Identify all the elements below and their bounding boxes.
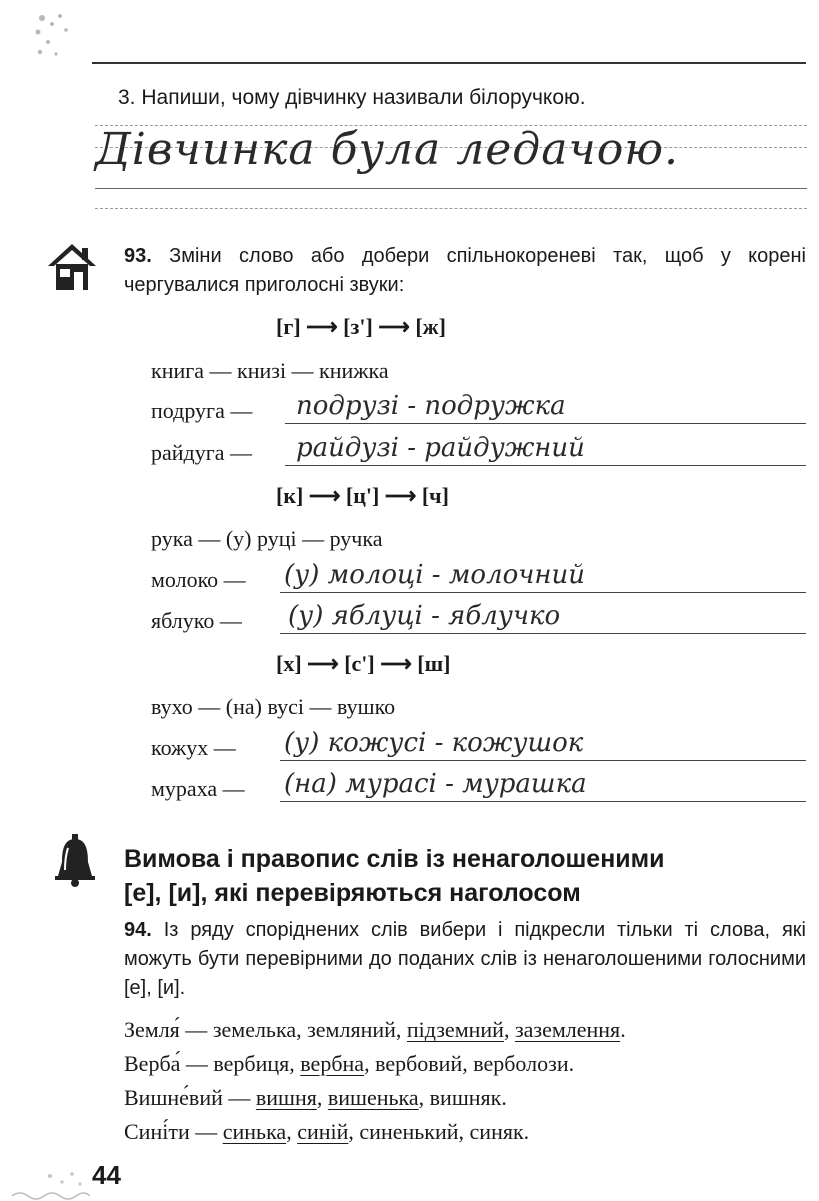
word-row: райдуга — xyxy=(151,440,253,465)
example-row: вухо — (на) вусі — вушко xyxy=(151,694,396,719)
word-row: яблуко — xyxy=(151,608,242,633)
answer-row: (у) кожусі - кожушок xyxy=(284,728,584,758)
underlined-word: вербна xyxy=(300,1051,365,1076)
example-row: рука — (у) руці — ручка xyxy=(151,526,383,551)
answer-row: подрузі - подружка xyxy=(296,391,566,421)
answer-row: (на) мурасі - мурашка xyxy=(284,769,587,799)
bell-icon xyxy=(52,832,98,888)
section-title: Вимова і правопис слів із ненаголошеними [е], [и], які перевіряються наголосом xyxy=(124,845,665,907)
corner-ornament xyxy=(30,8,90,64)
task3-answer: Дівчинка була ледачою. xyxy=(95,124,680,175)
word-row: молоко — xyxy=(151,567,246,592)
example-row: книга — книзі — книжка xyxy=(151,358,389,383)
underlined-word: синька xyxy=(222,1119,287,1144)
home-icon xyxy=(44,242,100,292)
task94-instruction: 94. Із ряду споріднених слів вибери і підкресли тільки ті слова, які можуть бути перевірними до поданих слів із ненаголошеними голосними [е], [и]. xyxy=(124,919,806,999)
word-row: подруга — xyxy=(151,398,253,423)
word-row: кожух — xyxy=(151,735,236,760)
footer-ornament xyxy=(10,1166,90,1200)
chain-k: [к] ⟶ [ц'] ⟶ [ч] xyxy=(276,483,449,508)
underlined-word: синій xyxy=(297,1119,349,1144)
task93-number: 93. xyxy=(124,245,152,267)
answer-row: (у) яблуці - яблучко xyxy=(288,601,561,631)
answer-row: райдузі - райдужний xyxy=(296,433,585,463)
underlined-word: заземлення xyxy=(514,1017,621,1042)
word-row: мураха — xyxy=(151,776,245,801)
underlined-word: вишня xyxy=(255,1085,317,1110)
underlined-word: вишенька xyxy=(327,1085,419,1110)
underlined-word: підземний xyxy=(406,1017,504,1042)
answer-row: (у) молоці - молочний xyxy=(284,560,586,590)
task94-row-3: Вишне́вий — вишня, вишенька, вишняк. xyxy=(124,1085,507,1110)
task94-row-1: Земля́ — земелька, земляний, підземний, заземлення. xyxy=(124,1017,626,1042)
chain-kh: [х] ⟶ [с'] ⟶ [ш] xyxy=(276,651,451,676)
task94-number: 94. xyxy=(124,919,152,941)
task3-question: 3. Напиши, чому дівчинку називали білоручкою. xyxy=(118,86,586,109)
top-rule xyxy=(92,62,806,64)
task93-instruction: 93. Зміни слово або добери спільнокореневі так, щоб у корені чергувалися приголосні звуки: xyxy=(124,245,806,296)
chain-g: [г] ⟶ [з'] ⟶ [ж] xyxy=(276,314,446,339)
task94-row-4: Сині́ти — синька, синій, синенький, синяк. xyxy=(124,1119,530,1144)
page-number: 44 xyxy=(92,1160,121,1190)
task94-row-2: Верба́ — вербиця, вербна, вербовий, верболози. xyxy=(124,1051,575,1076)
